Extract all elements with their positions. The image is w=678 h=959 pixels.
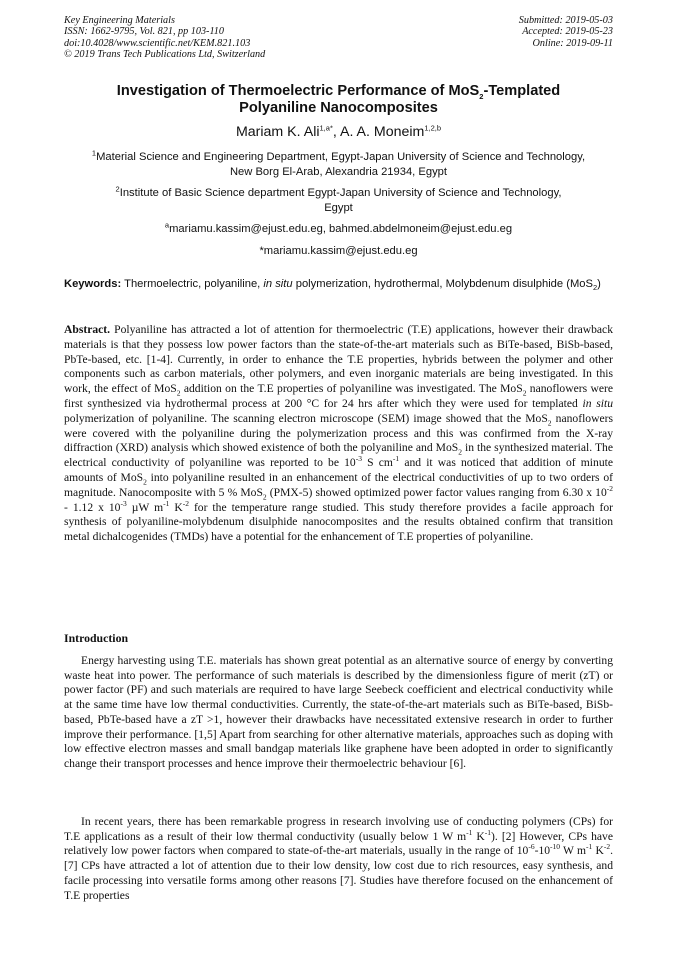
affiliation-2: $^2$Institute of Basic Science department Egypt-Japan University of Science and Technology, Egypt bbox=[115, 184, 562, 214]
doi-line: doi:10.4028/www.scientific.net/KEM.821.103 bbox=[64, 37, 251, 49]
keywords-label: Keywords: bbox=[64, 278, 122, 290]
accepted-date: Accepted: 2019-05-23 bbox=[522, 26, 613, 38]
online-date: Online: 2019-09-11 bbox=[532, 37, 613, 49]
abstract-label: Abstract. bbox=[64, 323, 111, 336]
corresponding-email: *mariamu.kassim@ejust.edu.eg bbox=[259, 245, 418, 257]
paragraph: Energy harvesting using T.E. materials has shown great potential as an alternative source of energy by converting waste heat into power. The performance of such materials is described by the dimensionless figure of merit (zT) or power factor (PF) and such materials are required to have large Seebeck coefficient and electrical conductivity while at the same time have low thermal conductivities. Currently, the state-of-the-art materials such as BiTe-based, BiSb-based, PbTe-based have a zT >1, however their drawbacks have necessitated extensive research in order to further improve their performance. [1,5] Apart from searching for other alternative materials, approaches such as doping with low effective electron masses and small bandgap materials like graphene have been adopted in order to significantly change their transport processes and hence improve their thermoelectric behaviour [6]. bbox=[64, 654, 613, 770]
journal-meta bbox=[64, 15, 265, 61]
copyright-line: © 2019 Trans Tech Publications Ltd, Switzerland bbox=[64, 49, 266, 61]
keywords: Keywords: Thermoelectric, polyaniline, in situ polymerization, hydrothermal, Molybdenum disulphide (MoS$_2$) bbox=[64, 278, 601, 293]
paragraph: In recent years, there has been remarkable progress in research involving use of conducting polymers (CPs) for T.E applications as a result of their low thermal conductivity (usually below 1 W $m^{-1}$ $K^{-1}$). [2] However, CPs have relatively low power factors when compared to state-of-the-art materials, usually in the range of $10^{-6}-10^{-10}$ W $m^{-1}$ $K^{-2}.[7]$ CPs have attracted a lot of attention due to their low density, low cost due to rich resources, easy synthesis, and facile processing into versatile forms among other reasons [7]. Studies have therefore focused on the enhancement of T.E properties bbox=[64, 815, 613, 902]
submitted-date: Submitted: 2019-05-03 bbox=[518, 15, 613, 26]
affiliation-1: $^1$Material Science and Engineering Department, Egypt-Japan University of Science and Technology, New Borg El-Arab, Alexandria 21934, Egypt bbox=[91, 148, 586, 178]
author-name: A. A. Moneim bbox=[339, 124, 425, 140]
author-list: Mariam K. Ali$^{1,a*}$, A. A. Moneim$^{1,2,b}$ bbox=[235, 123, 442, 140]
journal-name: Key Engineering Materials bbox=[64, 15, 175, 26]
abstract: Abstract. Polyaniline has attracted a lot of attention for thermoelectric (T.E) applications, however their drawback materials is that they possess low power factors than the state-of-the-art materials such as BiTe-based, BiSb-based, PbTe-based, etc. [1-4]. Currently, in order to enhance the T.E properties, hybrids between the polymer and other components such as carbon materials, other polymers, and even inorganic materials are being investigated. In this work, the effect of MoS$_2$ addition on the T.E properties of polyaniline was investigated. The MoS$_2$ nanoflowers were first synthesized via hydrothermal process at 200 °C for 24 hrs after which they were used for templated in situ polymerization of polyaniline. The scanning electron microscope (SEM) image showed that the MoS$_2$ nanoflowers were covered with the polyaniline during the polymerization process and this was confirmed from the X-ray diffraction (XRD) analysis which showed existence of both the polyaniline and MoS$_2$ in the synthesized material. The electrical conductivity of polyaniline was reported to be $10^{-3}$ S $cm^{-1}$ and it was noticed that addition of minute amounts of MoS$_2$ into polyaniline resulted in an enhancement of the electrical conductivities of up to two orders of magnitude. Nanocomposite with 5 % MoS$_2$ (PMX-5) showed optimized power factor values ranging from 6.30 x $10^{-2} - 1.12$ x $10^{-3}$ µW $m^{-1}$ $K^{-2}$ for the temperature range studied. This study therefore provides a facile approach for synthesis of polyaniline-molybdenum disulphide nanocomposites and the results obtained confirm that transition metal dichalcogenides (TMDs) have a potential for the enhancement of T.E properties of polyaniline. bbox=[64, 323, 614, 544]
section-heading: Introduction bbox=[64, 631, 129, 645]
issn-line: ISSN: 1662-9795, Vol. 821, pp 103-110 bbox=[64, 26, 224, 38]
author-emails: $^a$mariamu.kassim@ejust.edu.eg, bahmed.abdelmoneim@ejust.edu.eg bbox=[164, 220, 513, 235]
author-name: Mariam K. Ali bbox=[235, 124, 320, 140]
paper-title: Investigation of Thermoelectric Performance of MoS$_2$-Templated Polyaniline Nanocomposites bbox=[116, 83, 561, 117]
dates-meta bbox=[519, 15, 613, 49]
